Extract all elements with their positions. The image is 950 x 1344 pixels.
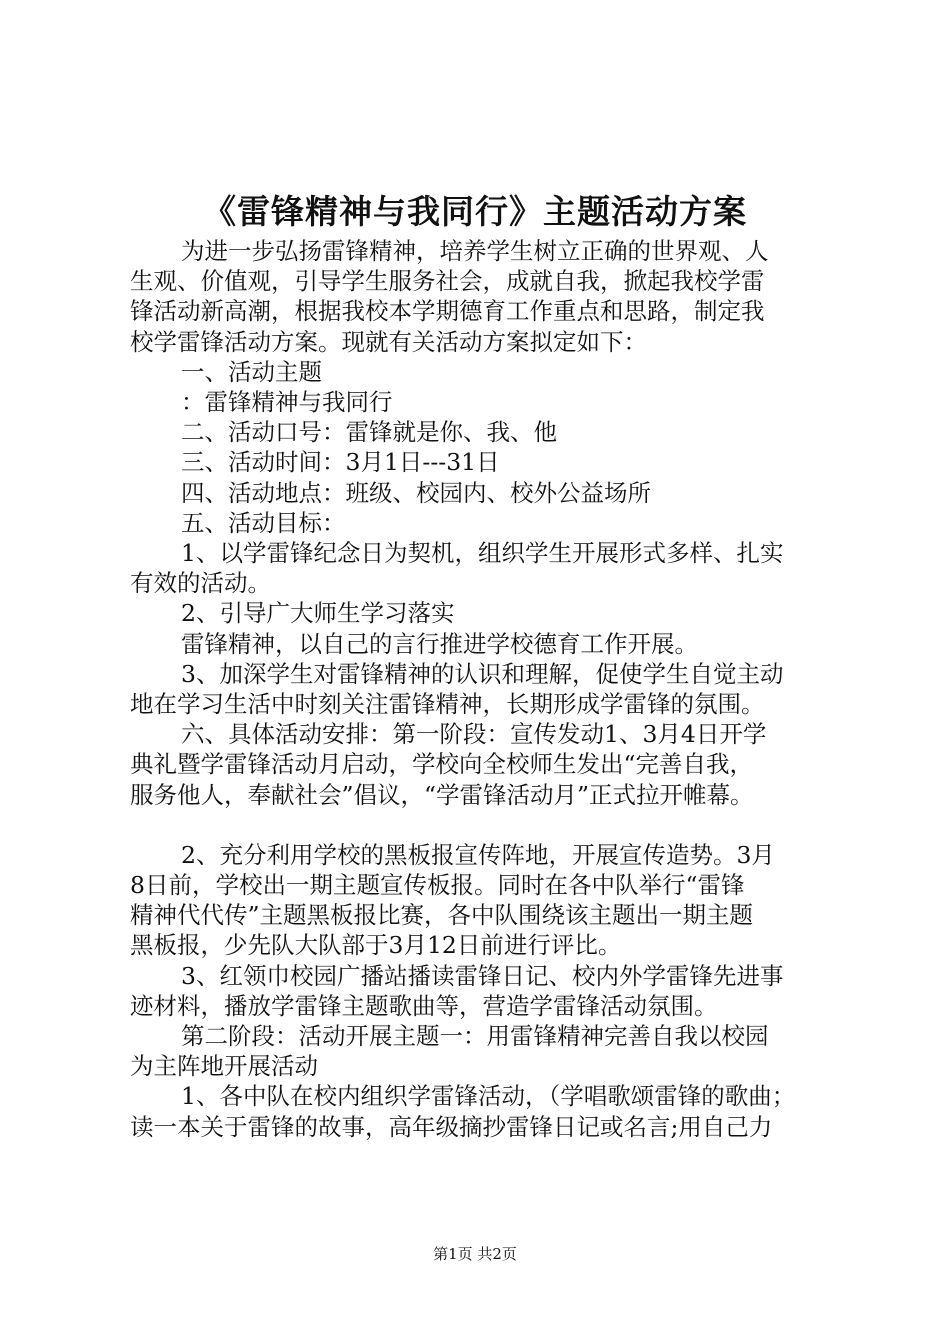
paragraph-line: 2、引导广大师生学习落实 (181, 599, 455, 628)
paragraph-line: 典礼暨学雷锋活动月启动，学校向全校师生发出“完善自我， (130, 750, 754, 779)
section-heading-theme: 一、活动主题 (181, 357, 322, 386)
paragraph-line: 1、各中队在校内组织学雷锋活动，（学唱歌颂雷锋的歌曲； (181, 1082, 796, 1111)
paragraph-line: 锋活动新高潮，根据我校本学期德育工作重点和思路，制定我 (130, 297, 765, 326)
paragraph-line: ：雷锋精神与我同行 (181, 388, 393, 417)
page-number: 第1页 共2页 (433, 1245, 517, 1263)
paragraph-line: 为主阵地开展活动 (130, 1052, 318, 1081)
section-heading-time: 三、活动时间：3月1日---31日 (181, 448, 500, 477)
paragraph-line: 3、加深学生对雷锋精神的认识和理解，促使学生自觉主动 (181, 659, 784, 688)
paragraph-line: 精神代代传”主题黑板报比赛，各中队围绕该主题出一期主题 (130, 901, 754, 930)
document-title: 《雷锋精神与我同行》主题活动方案 (203, 192, 747, 231)
paragraph-line: 地在学习生活中时刻关注雷锋精神，长期形成学雷锋的氛围。 (130, 690, 765, 719)
section-heading-slogan: 二、活动口号：雷锋就是你、我、他 (181, 418, 557, 447)
paragraph-line: 生观、价值观，引导学生服务社会，成就自我，掀起我校学雷 (130, 267, 765, 296)
document-body (130, 236, 835, 1142)
paragraph-gap (130, 810, 835, 840)
paragraph-line: 有效的活动。 (130, 569, 271, 598)
paragraph-line: 1、以学雷锋纪念日为契机，组织学生开展形式多样、扎实 (181, 539, 784, 568)
paragraph-line: 3、红领巾校园广播站播读雷锋日记、校内外学雷锋先进事 (181, 961, 784, 990)
paragraph-line: 服务他人，奉献社会”倡议，“学雷锋活动月”正式拉开帷幕。 (130, 780, 754, 809)
paragraph-line: 8日前，学校出一期主题宣传板报。同时在各中队举行“雷锋 (130, 871, 745, 900)
section-heading-goals: 五、活动目标： (181, 508, 346, 537)
paragraph-line: 2、充分利用学校的黑板报宣传阵地，开展宣传造势。3月 (181, 840, 775, 869)
paragraph-line: 雷锋精神，以自己的言行推进学校德育工作开展。 (181, 629, 698, 658)
section-heading-location: 四、活动地点：班级、校园内、校外公益场所 (181, 478, 651, 507)
paragraph-line: 迹材料，播放学雷锋主题歌曲等，营造学雷锋活动氛围。 (130, 991, 718, 1020)
section-heading-arrangement: 六、具体活动安排：第一阶段：宣传发动1、3月4日开学 (181, 720, 767, 749)
paragraph-line: 黑板报，少先队大队部于3月12日前进行评比。 (130, 931, 622, 960)
paragraph-line: 校学雷锋活动方案。现就有关活动方案拟定如下： (130, 327, 647, 356)
paragraph-line: 为进一步弘扬雷锋精神，培养学生树立正确的世界观、人 (181, 237, 769, 265)
paragraph-line: 读一本关于雷锋的故事，高年级摘抄雷锋日记或名言;用自己力 (130, 1112, 773, 1141)
section-heading-stage-two: 第二阶段：活动开展主题一：用雷锋精神完善自我以校园 (181, 1022, 769, 1051)
